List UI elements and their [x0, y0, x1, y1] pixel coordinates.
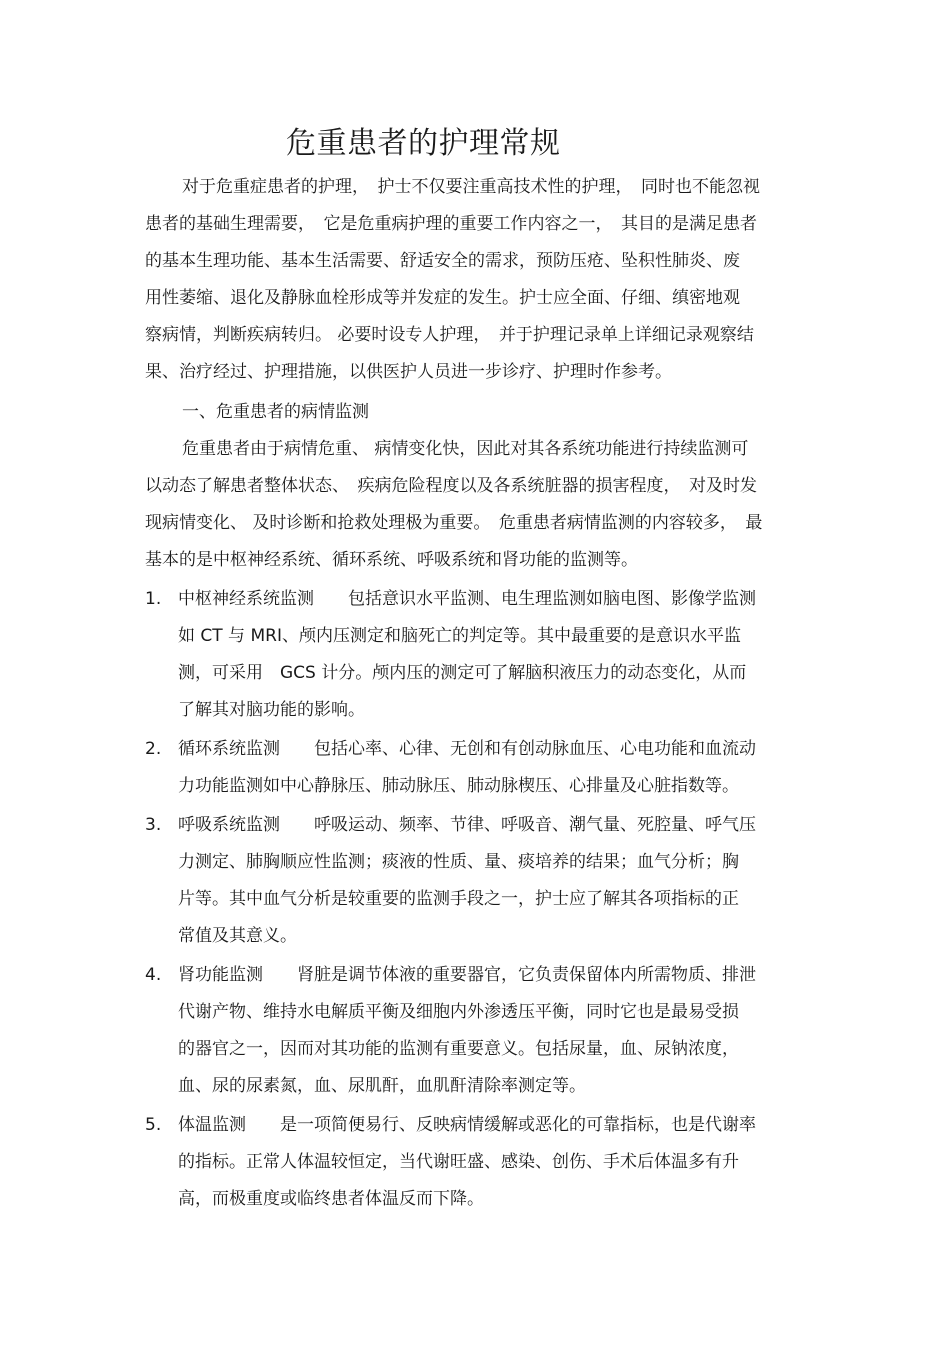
list-item-number: 2.	[145, 739, 162, 759]
intro-line-5: 察病情，判断疾病转归。 必要时设专人护理， 并于护理记录单上详细记录观察结	[145, 325, 754, 345]
list-item-line: 中枢神经系统监测 包括意识水平监测、电生理监测如脑电图、影像学监测	[178, 589, 756, 609]
list-item-number: 3.	[145, 815, 162, 835]
list-item-line: 肾功能监测 肾脏是调节体液的重要器官，它负责保留体内所需物质、排泄	[178, 965, 756, 985]
list-item-line: 高，而极重度或临终患者体温反而下降。	[178, 1189, 484, 1209]
intro-line-6: 果、治疗经过、护理措施，以供医护人员进一步诊疗、护理时作参考。	[145, 362, 672, 382]
list-item-line: 力测定、肺胸顺应性监测；痰液的性质、量、痰培养的结果；血气分析；胸	[178, 852, 739, 872]
list-item-number: 1.	[145, 589, 162, 609]
list-item-line: 常值及其意义。	[178, 926, 297, 946]
section-heading: 一、危重患者的病情监测	[182, 402, 369, 422]
list-item-number: 4.	[145, 965, 162, 985]
list-item-line: 的器官之一，因而对其功能的监测有重要意义。包括尿量，血、尿钠浓度，	[178, 1039, 739, 1059]
list-item-line: 片等。其中血气分析是较重要的监测手段之一，护士应了解其各项指标的正	[178, 889, 739, 909]
list-item-line: 血、尿的尿素氮，血、尿肌酐，血肌酐清除率测定等。	[178, 1076, 586, 1096]
list-item-line: 如 CT 与 MRI、颅内压测定和脑死亡的判定等。其中最重要的是意识水平监	[178, 626, 741, 646]
intro-line-1: 对于危重症患者的护理， 护士不仅要注重高技术性的护理， 同时也不能忽视	[182, 177, 760, 197]
section-line-1: 危重患者由于病情危重、 病情变化快，因此对其各系统功能进行持续监测可	[182, 439, 749, 459]
list-item-line: 测，可采用 GCS 计分。颅内压的测定可了解脑积液压力的动态变化，从而	[178, 663, 747, 683]
list-item-line: 的指标。正常人体温较恒定，当代谢旺盛、感染、创伤、手术后体温多有升	[178, 1152, 739, 1172]
list-item-line: 体温监测 是一项简便易行、反映病情缓解或恶化的可靠指标，也是代谢率	[178, 1115, 756, 1135]
intro-line-3: 的基本生理功能、基本生活需要、舒适安全的需求，预防压疮、坠积性肺炎、废	[145, 251, 740, 271]
intro-line-4: 用性萎缩、退化及静脉血栓形成等并发症的发生。护士应全面、仔细、缜密地观	[145, 288, 740, 308]
list-item-line: 循环系统监测 包括心率、心律、无创和有创动脉血压、心电功能和血流动	[178, 739, 756, 759]
list-item-line: 呼吸系统监测 呼吸运动、频率、节律、呼吸音、潮气量、死腔量、呼气压	[178, 815, 756, 835]
section-line-2: 以动态了解患者整体状态、 疾病危险程度以及各系统脏器的损害程度， 对及时发	[145, 476, 757, 496]
section-line-4: 基本的是中枢神经系统、循环系统、呼吸系统和肾功能的监测等。	[145, 550, 638, 570]
document-title: 危重患者的护理常规	[286, 126, 561, 161]
list-item-line: 力功能监测如中心静脉压、肺动脉压、肺动脉楔压、心排量及心脏指数等。	[178, 776, 739, 796]
list-item-line: 代谢产物、维持水电解质平衡及细胞内外渗透压平衡，同时它也是最易受损	[178, 1002, 739, 1022]
section-line-3: 现病情变化、 及时诊断和抢救处理极为重要。 危重患者病情监测的内容较多， 最	[145, 513, 763, 533]
list-item-number: 5.	[145, 1115, 162, 1135]
intro-line-2: 患者的基础生理需要， 它是危重病护理的重要工作内容之一， 其目的是满足患者	[145, 214, 757, 234]
list-item-line: 了解其对脑功能的影响。	[178, 700, 365, 720]
